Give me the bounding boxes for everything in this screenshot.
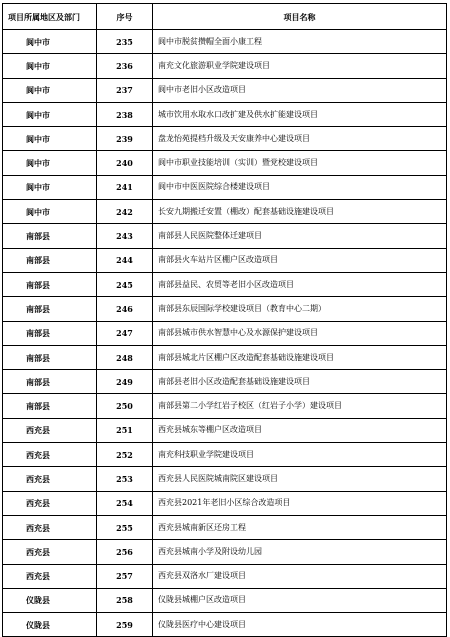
region-cell: 西充县	[3, 564, 97, 588]
number-cell: 245	[97, 272, 153, 296]
number-cell: 249	[97, 370, 153, 394]
table-row	[3, 78, 447, 102]
number-cell: 254	[97, 491, 153, 515]
number-cell: 253	[97, 467, 153, 491]
region-cell: 南部县	[3, 321, 97, 345]
project-name-cell: 阆中市职业技能培训（实训）暨党校建设项目	[153, 151, 447, 175]
number-cell: 250	[97, 394, 153, 418]
table-row	[3, 370, 447, 394]
number-cell: 256	[97, 540, 153, 564]
region-cell: 仪陇县	[3, 613, 97, 637]
table-row	[3, 515, 447, 539]
number-cell: 239	[97, 127, 153, 151]
number-cell: 236	[97, 54, 153, 78]
region-cell: 阆中市	[3, 78, 97, 102]
project-name-cell: 西充县城南新区还房工程	[153, 515, 447, 539]
table-row	[3, 200, 447, 224]
header-project-name: 项目名称	[153, 4, 447, 30]
table-row	[3, 588, 447, 612]
project-name-cell: 南充文化旅游职业学院建设项目	[153, 54, 447, 78]
region-cell: 南部县	[3, 394, 97, 418]
project-name-cell: 南部县益民、农贸等老旧小区改造项目	[153, 272, 447, 296]
table-row	[3, 175, 447, 199]
project-name-cell: 西充县人民医院城南院区建设项目	[153, 467, 447, 491]
region-cell: 西充县	[3, 467, 97, 491]
project-name-cell: 南部县老旧小区改造配套基础设施建设项目	[153, 370, 447, 394]
project-name-cell: 西充县城南小学及附设幼儿园	[153, 540, 447, 564]
table-row	[3, 394, 447, 418]
table-row	[3, 272, 447, 296]
number-cell: 242	[97, 200, 153, 224]
table-row	[3, 540, 447, 564]
project-name-cell: 西充县双洛水厂建设项目	[153, 564, 447, 588]
region-cell: 阆中市	[3, 127, 97, 151]
project-name-cell: 长安九期搬迁安置（棚改）配套基础设施建设项目	[153, 200, 447, 224]
project-table-container	[2, 3, 446, 637]
project-name-cell: 南部县火车站片区棚户区改造项目	[153, 248, 447, 272]
table-row	[3, 151, 447, 175]
project-name-cell: 南充科技职业学院建设项目	[153, 443, 447, 467]
number-cell: 240	[97, 151, 153, 175]
region-cell: 西充县	[3, 540, 97, 564]
table-row	[3, 248, 447, 272]
number-cell: 255	[97, 515, 153, 539]
table-header	[3, 4, 447, 30]
table-row	[3, 321, 447, 345]
region-cell: 南部县	[3, 370, 97, 394]
header-row	[3, 4, 447, 30]
project-name-cell: 仪陇县城棚户区改造项目	[153, 588, 447, 612]
table-body	[3, 30, 447, 637]
region-cell: 南部县	[3, 248, 97, 272]
region-cell: 西充县	[3, 491, 97, 515]
region-cell: 阆中市	[3, 102, 97, 126]
table-row	[3, 491, 447, 515]
project-name-cell: 阆中市中医医院综合楼建设项目	[153, 175, 447, 199]
region-cell: 南部县	[3, 345, 97, 369]
project-name-cell: 西充县城东等棚户区改造项目	[153, 418, 447, 442]
table-row	[3, 443, 447, 467]
header-region: 项目所属地区及部门	[3, 4, 97, 30]
region-cell: 阆中市	[3, 30, 97, 54]
project-name-cell: 南部县东辰国际学校建设项目（教育中心二期）	[153, 297, 447, 321]
region-cell: 南部县	[3, 224, 97, 248]
number-cell: 247	[97, 321, 153, 345]
region-cell: 南部县	[3, 272, 97, 296]
table-row	[3, 102, 447, 126]
project-name-cell: 西充县2021年老旧小区综合改造项目	[153, 491, 447, 515]
number-cell: 257	[97, 564, 153, 588]
project-name-cell: 南部县人民医院整体迁建项目	[153, 224, 447, 248]
table-row	[3, 613, 447, 637]
table-row	[3, 467, 447, 491]
number-cell: 235	[97, 30, 153, 54]
table-row	[3, 30, 447, 54]
table-row	[3, 345, 447, 369]
number-cell: 241	[97, 175, 153, 199]
table-row	[3, 564, 447, 588]
region-cell: 西充县	[3, 418, 97, 442]
number-cell: 246	[97, 297, 153, 321]
project-name-cell: 南部县城市供水智慧中心及水源保护建设项目	[153, 321, 447, 345]
number-cell: 238	[97, 102, 153, 126]
table-row	[3, 224, 447, 248]
header-number: 序号	[97, 4, 153, 30]
number-cell: 251	[97, 418, 153, 442]
number-cell: 252	[97, 443, 153, 467]
table-row	[3, 54, 447, 78]
project-name-cell: 仪陇县医疗中心建设项目	[153, 613, 447, 637]
region-cell: 阆中市	[3, 151, 97, 175]
number-cell: 248	[97, 345, 153, 369]
number-cell: 258	[97, 588, 153, 612]
project-name-cell: 阆中市老旧小区改造项目	[153, 78, 447, 102]
project-name-cell: 南部县第二小学红岩子校区（红岩子小学）建设项目	[153, 394, 447, 418]
project-name-cell: 阆中市脱贫攒帽全面小康工程	[153, 30, 447, 54]
table-row	[3, 418, 447, 442]
project-name-cell: 南部县城北片区棚户区改造配套基础设施建设项目	[153, 345, 447, 369]
region-cell: 阆中市	[3, 54, 97, 78]
project-name-cell: 盘龙怡苑提档升级及天安康养中心建设项目	[153, 127, 447, 151]
region-cell: 西充县	[3, 515, 97, 539]
number-cell: 244	[97, 248, 153, 272]
table-row	[3, 297, 447, 321]
number-cell: 259	[97, 613, 153, 637]
region-cell: 阆中市	[3, 175, 97, 199]
table-row	[3, 127, 447, 151]
region-cell: 仪陇县	[3, 588, 97, 612]
region-cell: 南部县	[3, 297, 97, 321]
number-cell: 243	[97, 224, 153, 248]
project-name-cell: 城市饮用水取水口改扩建及供水扩能建设项目	[153, 102, 447, 126]
region-cell: 阆中市	[3, 200, 97, 224]
region-cell: 西充县	[3, 443, 97, 467]
project-table	[2, 3, 447, 637]
number-cell: 237	[97, 78, 153, 102]
